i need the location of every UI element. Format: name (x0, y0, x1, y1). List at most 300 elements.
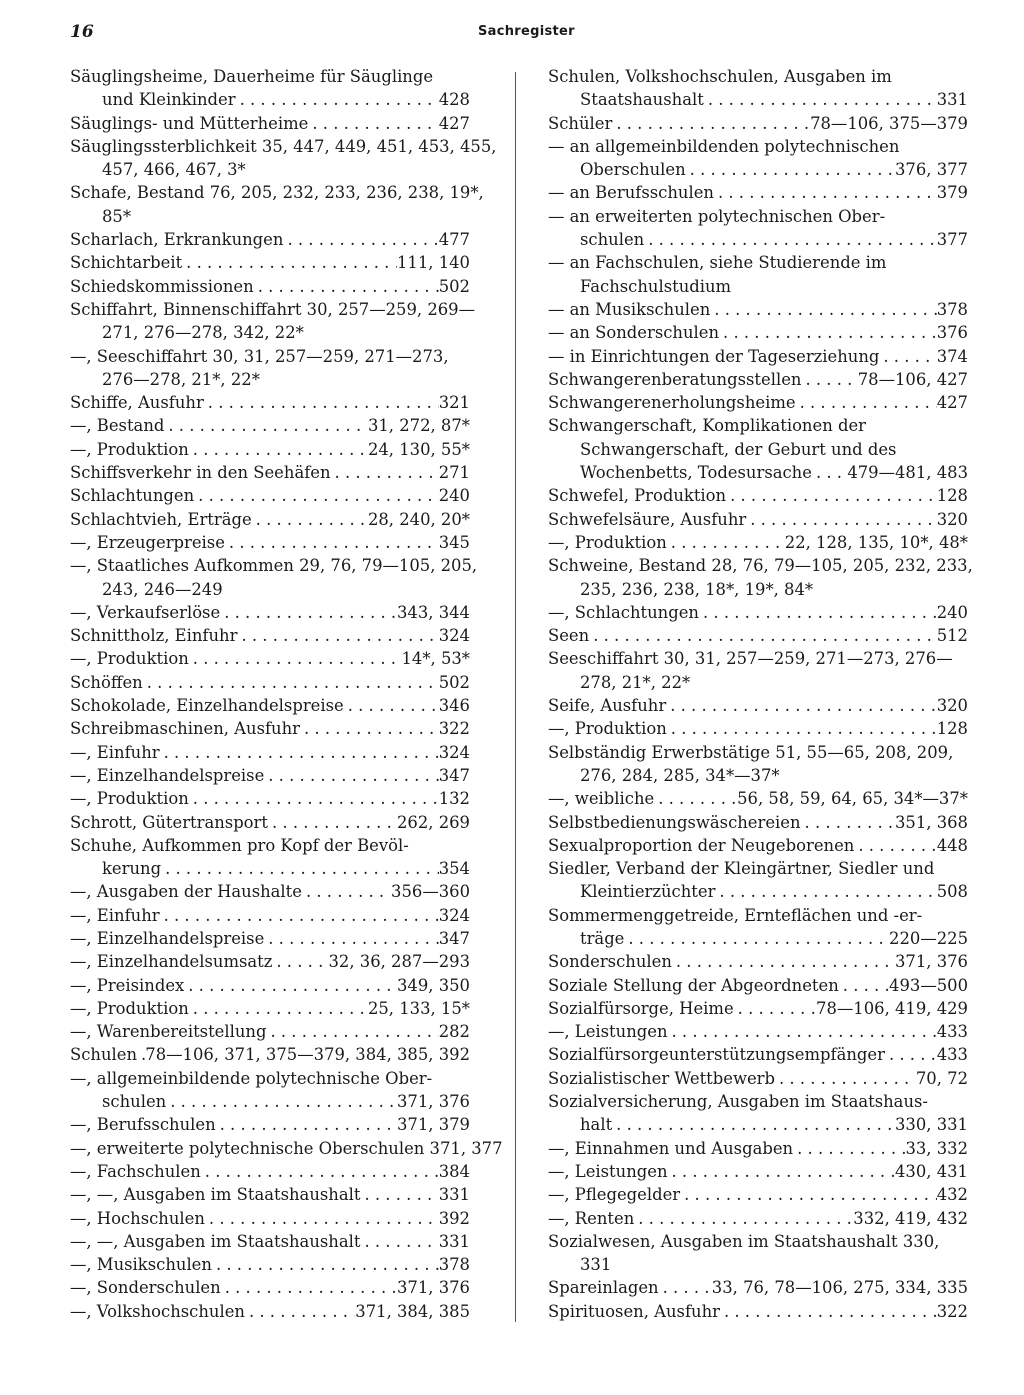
dot-leader (680, 1183, 937, 1206)
index-entry-pages: 28, 240, 20* (367, 509, 470, 529)
index-entry-pages: 502 (438, 672, 470, 692)
index-entry (548, 1183, 968, 1206)
index-entry-label: Schlachtvieh, Erträge (70, 509, 252, 529)
dot-leader (204, 391, 439, 414)
index-entry (70, 112, 470, 135)
index-entry (70, 135, 497, 182)
index-entry-line (70, 950, 470, 973)
index-entry-line (548, 228, 968, 251)
index-entry (548, 950, 968, 973)
dot-leader (194, 484, 439, 507)
index-entry (70, 1300, 470, 1323)
index-entry-line (70, 671, 470, 694)
dot-leader (672, 950, 895, 973)
dot-leader (699, 601, 937, 624)
dot-leader (205, 1207, 439, 1230)
dot-leader (667, 717, 937, 740)
index-entry-label: Schwangerenberatungsstellen (548, 369, 802, 389)
dot-leader (796, 391, 937, 414)
dot-leader (720, 1300, 937, 1323)
index-entry (70, 554, 478, 601)
index-entry-line (548, 88, 968, 111)
index-entry-label: —, Preisindex (70, 975, 185, 995)
dot-leader (879, 345, 936, 368)
index-entry-pages: 433 (936, 1045, 968, 1065)
dot-leader (189, 647, 402, 670)
index-entry-label: —, Einfuhr (70, 742, 160, 762)
index-entry-line (70, 1300, 470, 1323)
dot-leader (264, 764, 438, 787)
index-entry-line: — an Fachschulen, siehe Studierende im (548, 253, 887, 273)
index-entry-line (548, 275, 968, 298)
index-entry-pages: 392 (438, 1208, 470, 1228)
index-entry-label: —, Renten (548, 1208, 635, 1228)
index-entry (70, 904, 470, 927)
dot-leader (659, 1276, 712, 1299)
dot-leader (644, 228, 937, 251)
dot-leader (137, 1043, 145, 1066)
index-entry (548, 391, 968, 414)
index-entry (70, 414, 470, 437)
dot-leader (272, 950, 328, 973)
dot-leader (264, 927, 438, 950)
index-entry-label: Schiffe, Ausfuhr (70, 393, 204, 413)
index-entry (70, 601, 470, 624)
index-entry-line: Schwangerschaft, der Geburt und des (580, 439, 897, 459)
index-entry-line (548, 1183, 968, 1206)
index-entry-line (70, 880, 470, 903)
index-entry-pages: 378 (936, 299, 968, 319)
index-entry-label: — an Musikschulen (548, 299, 711, 319)
index-entry-label: —, Produktion (70, 789, 189, 809)
index-entry-label: 243, 246—249 (102, 579, 223, 599)
index-entry-line: Sommermenggetreide, Ernteflächen und -er- (548, 905, 923, 925)
index-entry (70, 1160, 470, 1183)
index-entry-pages: 262, 269 (397, 812, 470, 832)
dot-leader (189, 997, 368, 1020)
index-entry-label: Sozialistischer Wettbewerb (548, 1068, 775, 1088)
index-entry (70, 1067, 470, 1114)
index-entry-pages: 33, 76, 78—106, 275, 334, 335 (711, 1278, 968, 1298)
index-entry-line (548, 1113, 968, 1136)
page-header: Sachregister (478, 24, 575, 39)
index-entry-pages: 56, 58, 59, 64, 65, 34*—37* (737, 789, 968, 809)
dot-leader (283, 228, 438, 251)
index-entry-line (548, 508, 968, 531)
index-entry-line (548, 1020, 968, 1043)
index-entry-label: Selbstbedienungswäschereien (548, 812, 801, 832)
dot-leader (668, 1020, 937, 1043)
index-entry-pages: 332, 419, 432 (853, 1208, 968, 1228)
index-entry-line (70, 997, 470, 1020)
index-entry-line (70, 1160, 470, 1183)
dot-leader (667, 531, 785, 554)
index-entry-label: Wochenbetts, Todesursache (580, 463, 812, 483)
index-entry-label: 331 (580, 1255, 612, 1275)
index-entry-line (548, 345, 968, 368)
dot-leader (801, 368, 857, 391)
index-entry-line (548, 927, 968, 950)
dot-leader (266, 1020, 438, 1043)
index-entry-line (548, 112, 968, 135)
index-entry-pages: 371, 376 (397, 1092, 470, 1112)
index-entry-label: —, Produktion (70, 439, 189, 459)
index-entry (548, 1067, 968, 1090)
index-entry (70, 671, 470, 694)
index-entry-line (548, 461, 968, 484)
index-entry-line (70, 321, 470, 344)
index-entry (548, 717, 968, 740)
index-entry (548, 251, 968, 298)
index-entry-line: Seeschiffahrt 30, 31, 257—259, 271—273, 276— (548, 649, 953, 669)
index-entry-line: — an allgemeinbildenden polytechnischen (548, 136, 900, 156)
index-entry-label: —, —, Ausgaben im Staatshaushalt (70, 1185, 361, 1205)
dot-leader (719, 321, 937, 344)
index-entry-line (548, 1253, 968, 1276)
dot-leader (710, 298, 936, 321)
index-entry-line (70, 811, 470, 834)
index-entry-pages: 78—106, 375—379 (810, 113, 968, 133)
index-entry-line (70, 624, 470, 647)
index-entry (548, 624, 968, 647)
index-entry-label: —, —, Ausgaben im Staatshaushalt (70, 1231, 361, 1251)
index-entry-pages: 78—106, 371, 375—379, 384, 385, 392 (145, 1045, 470, 1065)
index-entry-line: Schiffahrt, Binnenschiffahrt 30, 257—259, 269— (70, 299, 476, 319)
index-entry-line: Schwangerschaft, Komplikationen der (548, 416, 866, 436)
index-entry-pages: 371, 379 (397, 1115, 470, 1135)
dot-leader (734, 997, 816, 1020)
index-entry-label: Soziale Stellung der Abgeordneten (548, 975, 839, 995)
index-entry-label: 235, 236, 238, 18*, 19*, 84* (580, 579, 814, 599)
index-entry-line: — an erweiterten polytechnischen Ober- (548, 206, 886, 226)
dot-leader (160, 904, 439, 927)
index-entry-label: —, Einzelhandelsumsatz (70, 952, 273, 972)
index-entry-line (70, 1043, 470, 1066)
index-entry-line (70, 391, 470, 414)
index-entry (70, 1183, 470, 1206)
index-entry (548, 414, 968, 484)
index-entry-line (548, 1067, 968, 1090)
dot-leader (360, 1230, 438, 1253)
index-entry-label: —, Musikschulen (70, 1255, 212, 1275)
dot-leader (612, 112, 810, 135)
index-entry-line (70, 1207, 470, 1230)
index-entry-pages: 371, 376 (895, 952, 968, 972)
index-entry (70, 880, 470, 903)
index-entry-label: und Kleinkinder (102, 90, 236, 110)
dot-leader (189, 438, 368, 461)
index-entry (70, 298, 476, 345)
index-entry-pages: 331 (438, 1231, 470, 1251)
index-entry-label: —, Produktion (70, 649, 189, 669)
index-entry (70, 228, 470, 251)
index-entry (70, 531, 470, 554)
index-entry-line (70, 904, 470, 927)
index-entry-line (548, 671, 968, 694)
index-entry-label: schulen (102, 1092, 167, 1112)
index-entry-line (70, 158, 470, 181)
index-entry-label: Schwefelsäure, Ausfuhr (548, 509, 747, 529)
dot-leader (184, 974, 397, 997)
index-entry-label: —, Fachschulen (70, 1161, 201, 1181)
index-entry (548, 181, 968, 204)
index-entry-label: Sonderschulen (548, 952, 672, 972)
index-entry-label: —, Produktion (548, 719, 667, 739)
index-entry-line (70, 414, 470, 437)
index-entry-line (548, 368, 968, 391)
index-entry-label: 457, 466, 467, 3* (102, 160, 246, 180)
index-entry-pages: 240 (936, 602, 968, 622)
index-entry-label: träge (580, 928, 625, 948)
index-entry (70, 811, 470, 834)
index-entry-label: —, Einzelhandelspreise (70, 765, 265, 785)
dot-leader (715, 880, 936, 903)
index-entry (548, 531, 968, 554)
index-entry-pages: 78—106, 427 (857, 369, 968, 389)
index-entry (548, 741, 968, 788)
index-entry (548, 484, 968, 507)
index-entry (70, 1253, 470, 1276)
index-entry-label: Schiedskommissionen (70, 276, 254, 296)
dot-leader (668, 1160, 896, 1183)
index-entry-label: 271, 276—278, 342, 22* (102, 323, 304, 343)
index-entry (548, 554, 973, 601)
index-entry-line (70, 647, 470, 670)
dot-leader (854, 834, 936, 857)
index-entry (70, 251, 470, 274)
index-entry-label: —, Einfuhr (70, 905, 160, 925)
index-entry-pages: 428 (438, 90, 470, 110)
dot-leader (746, 508, 936, 531)
index-entry-pages: 24, 130, 55* (367, 439, 470, 459)
index-entry-pages: 282 (438, 1022, 470, 1042)
index-entry-pages: 132 (438, 789, 470, 809)
index-entry-line (548, 391, 968, 414)
dot-leader (654, 787, 737, 810)
dot-leader (161, 857, 439, 880)
index-entry (70, 694, 470, 717)
index-entry-line (548, 1160, 968, 1183)
index-entry (70, 950, 470, 973)
index-entry-label: —, Verkaufserlöse (70, 602, 221, 622)
index-entry-line (70, 1276, 470, 1299)
dot-leader (245, 1300, 355, 1323)
index-entry (548, 368, 968, 391)
index-entry-pages: 371, 384, 385 (355, 1301, 470, 1321)
index-entry-label: Säuglings- und Mütterheime (70, 113, 309, 133)
index-entry-label: —, weibliche (548, 789, 655, 809)
index-entry (548, 298, 968, 321)
dot-leader (216, 1113, 397, 1136)
index-entry (70, 647, 470, 670)
index-entry-pages: 343, 344 (397, 602, 470, 622)
index-entry-line (70, 694, 470, 717)
index-entry-line (548, 624, 968, 647)
index-entry-line (70, 484, 470, 507)
dot-leader (331, 461, 439, 484)
index-entry (70, 345, 470, 392)
index-entry (70, 65, 470, 112)
index-entry-label: Staatshaushalt (580, 90, 704, 110)
index-entry (548, 1207, 968, 1230)
index-entry-label: —, Volkshochschulen (70, 1301, 245, 1321)
index-entry-label: —, Produktion (70, 998, 189, 1018)
index-entry-line (548, 321, 968, 344)
dot-leader (704, 88, 937, 111)
dot-leader (237, 624, 438, 647)
dot-leader (360, 1183, 438, 1206)
index-entry (548, 1300, 968, 1323)
index-entry-pages: 479—481, 483 (847, 463, 968, 483)
index-entry-label: Schichtarbeit (70, 253, 183, 273)
dot-leader (839, 974, 889, 997)
index-entry-line (548, 1300, 968, 1323)
index-entry-pages: 379 (936, 183, 968, 203)
index-entry (548, 1137, 968, 1160)
index-entry (70, 1020, 470, 1043)
dot-leader (164, 414, 368, 437)
dot-leader (182, 251, 397, 274)
index-entry-line (70, 601, 470, 624)
index-entry-line (548, 158, 968, 181)
index-entry-label: Schrott, Gütertransport (70, 812, 268, 832)
dot-leader (254, 275, 439, 298)
index-entry-pages: 376 (936, 323, 968, 343)
index-entry-line: Schafe, Bestand 76, 205, 232, 233, 236, 238, 19*, (70, 183, 484, 203)
index-entry-pages: 356—360 (391, 882, 470, 902)
index-entry-line (548, 764, 968, 787)
index-entry (70, 1207, 470, 1230)
column-divider (515, 72, 516, 1322)
dot-leader (252, 508, 368, 531)
index-entry-pages: 477 (438, 230, 470, 250)
index-entry-label: — in Einrichtungen der Tageserziehung (548, 346, 880, 366)
index-entry-line (548, 1043, 968, 1066)
index-entry-pages: 371, 376 (397, 1278, 470, 1298)
index-entry-line (70, 1253, 470, 1276)
index-entry-line (70, 717, 470, 740)
index-entry-label: kerung (102, 859, 162, 879)
index-entry-line (548, 298, 968, 321)
index-entry (548, 787, 968, 810)
index-entry-pages: 128 (936, 719, 968, 739)
index-entry (70, 1276, 470, 1299)
index-entry-line (70, 787, 470, 810)
dot-leader (221, 1276, 397, 1299)
index-entry-line (548, 1207, 968, 1230)
index-entry (548, 508, 968, 531)
dot-leader (666, 694, 937, 717)
index-entry-pages: 324 (438, 905, 470, 925)
dot-leader (634, 1207, 853, 1230)
index-entry-pages: 427 (438, 113, 470, 133)
dot-leader (300, 717, 439, 740)
index-entry (70, 927, 470, 950)
index-entry-line: Säuglingsheime, Dauerheime für Säuglinge (70, 67, 434, 86)
index-entry-pages: 354 (438, 859, 470, 879)
index-entry-pages: 508 (936, 882, 968, 902)
index-entry-line (548, 950, 968, 973)
index-entry-label: —, Berufsschulen (70, 1115, 216, 1135)
index-entry-label: Oberschulen (580, 160, 686, 180)
index-entry (548, 112, 968, 135)
index-entry-line (70, 461, 470, 484)
dot-leader (160, 741, 439, 764)
index-entry (70, 787, 470, 810)
index-entry-pages: 33, 332 (905, 1138, 968, 1158)
index-entry-label: Schwefel, Produktion (548, 486, 727, 506)
index-entry-label: Spirituosen, Ausfuhr (548, 1301, 720, 1321)
index-entry (70, 997, 470, 1020)
dot-leader (589, 624, 937, 647)
index-entry (70, 1043, 470, 1066)
index-entry-label: Schokolade, Einzelhandelspreise (70, 696, 344, 716)
index-entry-pages: 384 (438, 1161, 470, 1181)
index-entry-line (548, 880, 968, 903)
index-entry (70, 438, 470, 461)
index-entry-label: Schiffsverkehr in den Seehäfen (70, 463, 331, 483)
index-entry (548, 834, 968, 857)
dot-leader (225, 531, 439, 554)
index-entry (548, 997, 968, 1020)
index-entry-label: —, Warenbereitstellung (70, 1022, 267, 1042)
index-entry-line (548, 717, 968, 740)
index-entry (548, 321, 968, 344)
index-entry-label: Kleintierzüchter (580, 882, 716, 902)
index-entry-pages: 321 (438, 393, 470, 413)
index-entry-label: Fachschulstudium (580, 276, 732, 296)
index-entry (548, 904, 968, 951)
index-entry (70, 461, 470, 484)
index-entry (548, 974, 968, 997)
index-entry-pages: 322 (936, 1301, 968, 1321)
index-entry-pages: 493—500 (889, 975, 968, 995)
index-entry-line (70, 251, 470, 274)
index-entry-line (548, 834, 968, 857)
index-entry-pages: 324 (438, 626, 470, 646)
index-entry-line: Siedler, Verband der Kleingärtner, Siedler und (548, 859, 935, 879)
index-entry (70, 624, 470, 647)
index-entry-line (548, 531, 968, 554)
index-entry-label: —, Hochschulen (70, 1208, 205, 1228)
index-entry (548, 135, 968, 182)
index-entry (548, 694, 968, 717)
index-entry (548, 857, 968, 904)
page-number: 16 (70, 22, 94, 42)
index-entry-label: —, Sonderschulen (70, 1278, 221, 1298)
index-entry-line: Schweine, Bestand 28, 76, 79—105, 205, 232, 233, (548, 556, 973, 576)
index-entry-line (70, 88, 470, 111)
index-entry-line (548, 484, 968, 507)
dot-leader (166, 1090, 397, 1113)
index-entry-label: —, Leistungen (548, 1161, 668, 1181)
index-entry-line (70, 112, 470, 135)
index-entry-pages: 347 (438, 928, 470, 948)
index-entry-line (548, 811, 968, 834)
index-entry-line (70, 974, 470, 997)
index-entry-line (548, 578, 968, 601)
index-entry (548, 647, 968, 694)
index-entry (70, 741, 470, 764)
index-entry-label: Schreibmaschinen, Ausfuhr (70, 719, 300, 739)
index-entry-pages: 331 (438, 1185, 470, 1205)
index-entry-label: — an Berufsschulen (548, 183, 714, 203)
index-entry-label: Schwangerenerholungsheime (548, 393, 796, 413)
index-entry (70, 1113, 470, 1136)
index-entry-label: Seife, Ausfuhr (548, 696, 667, 716)
index-entry-pages: 25, 133, 15* (367, 998, 470, 1018)
index-entry-line: Sozialversicherung, Ausgaben im Staatshaus- (548, 1092, 928, 1112)
